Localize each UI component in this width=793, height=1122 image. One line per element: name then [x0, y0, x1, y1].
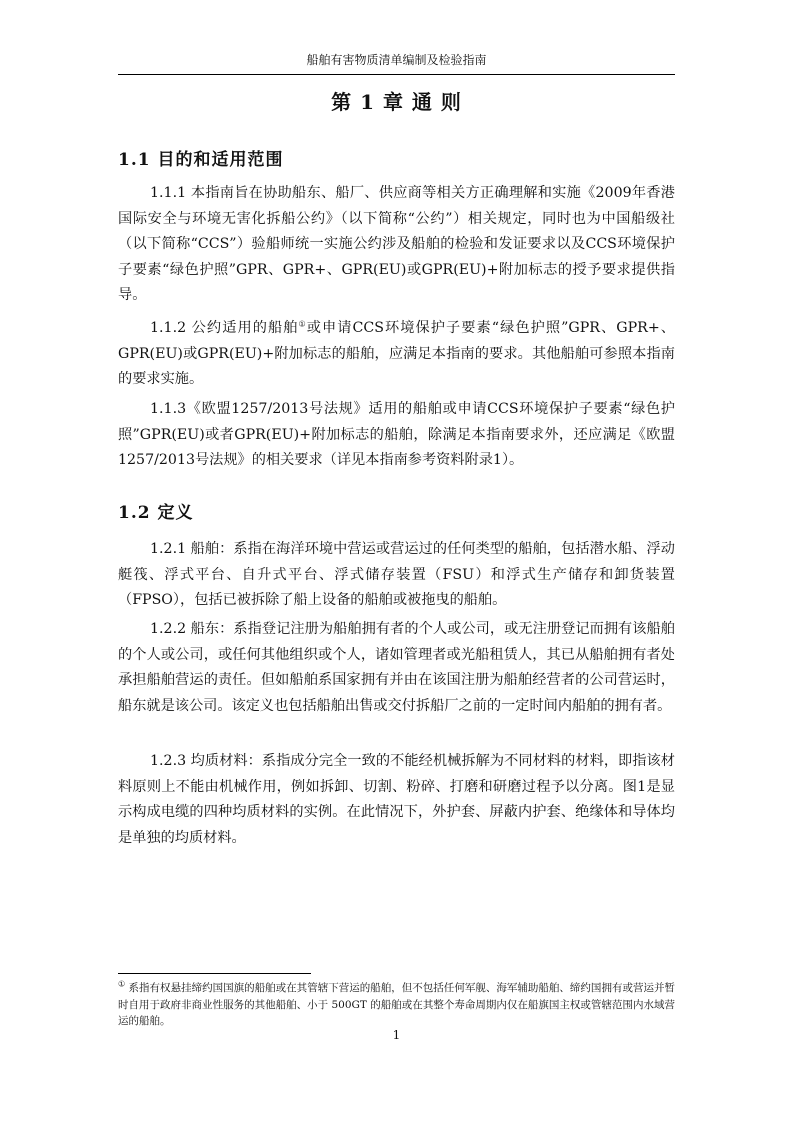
paragraph-1-2-3: 1.2.3 均质材料：系指成分完全一致的不能经机械拆解为不同材料的材料，即指该材料原则上不能由机械作用，例如拆卸、切割、粉碎、打磨和研磨过程予以分离。图1是显示构成电缆的四种均质材料的实例。在此情况下，外护套、屏蔽内护套、绝缘体和导体均是单独的均质材料。	[118, 753, 675, 846]
paragraph-1-2-1: 1.2.1 船舶：系指在海洋环境中营运或营运过的任何类型的船舶，包括潜水船、浮动艇筏、浮式平台、自升式平台、浮式储存装置（FSU）和浮式生产储存和卸货装置（FPSO），包括已被拆除了船上设备的船舶或被拖曳的船舶。	[118, 541, 675, 608]
paragraph-1-1-3: 1.1.3《欧盟1257/2013号法规》适用的船舶或申请CCS环境保护子要素“绿色护照”GPR(EU)或者GPR(EU)+附加标志的船舶，除满足本指南要求外，还应满足《欧盟1257/2013号法规》的相关要求（详见本指南参考资料附录1）。	[118, 401, 675, 468]
section-title-1-2: 1.2 定义	[118, 503, 194, 523]
footnote	[118, 980, 675, 1030]
paragraph-1-1-2-lead: 1.1.2 公约适用的船舶	[150, 320, 299, 336]
paragraph-1-1-2	[118, 316, 675, 393]
running-header-text: 船舶有害物质清单编制及检验指南	[306, 53, 487, 67]
paragraph-1-1-2-body: 或申请CCS环境保护子要素“绿色护照”GPR、GPR+、GPR(EU)或GPR(EU)+附加标志的船舶，应满足本指南的要求。其他船舶可参照本指南的要求实施。	[118, 320, 675, 387]
section-title-1-1: 1.1 目的和适用范围	[118, 150, 284, 170]
chapter-title: 第 1 章 通 则	[331, 90, 462, 114]
page-number: 1	[392, 1028, 401, 1042]
paragraph-1-1-1: 1.1.1 本指南旨在协助船东、船厂、供应商等相关方正确理解和实施《2009年香港国际安全与环境无害化拆船公约》（以下简称“公约”）相关规定，同时也为中国船级社（以下简称“CCS”）验船师统一实施公约涉及船舶的检验和发证要求以及CCS环境保护子要素“绿色护照”GPR、GPR+、GPR(EU)或GPR(EU)+附加标志的授予要求提供指导。	[118, 185, 675, 303]
paragraph-1-2-2: 1.2.2 船东：系指登记注册为船舶拥有者的个人或公司，或无注册登记而拥有该船舶的个人或公司，或任何其他组织或个人，诸如管理者或光船租赁人，其已从船舶拥有者处承担船舶营运的责任。但如船舶系国家拥有并由在该国注册为船舶经营者的公司营运时，船东就是该公司。该定义也包括船舶出售或交付拆船厂之前的一定时间内船舶的拥有者。	[118, 621, 675, 714]
footnote-marker: ①	[118, 979, 126, 989]
footnote-text: 系指有权悬挂缔约国国旗的船舶或在其管辖下营运的船舶，但不包括任何军舰、海军辅助船舶、缔约国拥有或营运并暂时自用于政府非商业性服务的其他船舶、小于 500GT 的船舶或在其整个寿命周期内仅在船旗国主权或管辖范围内水域营运的船舶。	[118, 982, 675, 1027]
footnote-divider	[118, 973, 311, 974]
footnote-ref: ①	[298, 319, 307, 329]
running-header	[118, 52, 675, 75]
